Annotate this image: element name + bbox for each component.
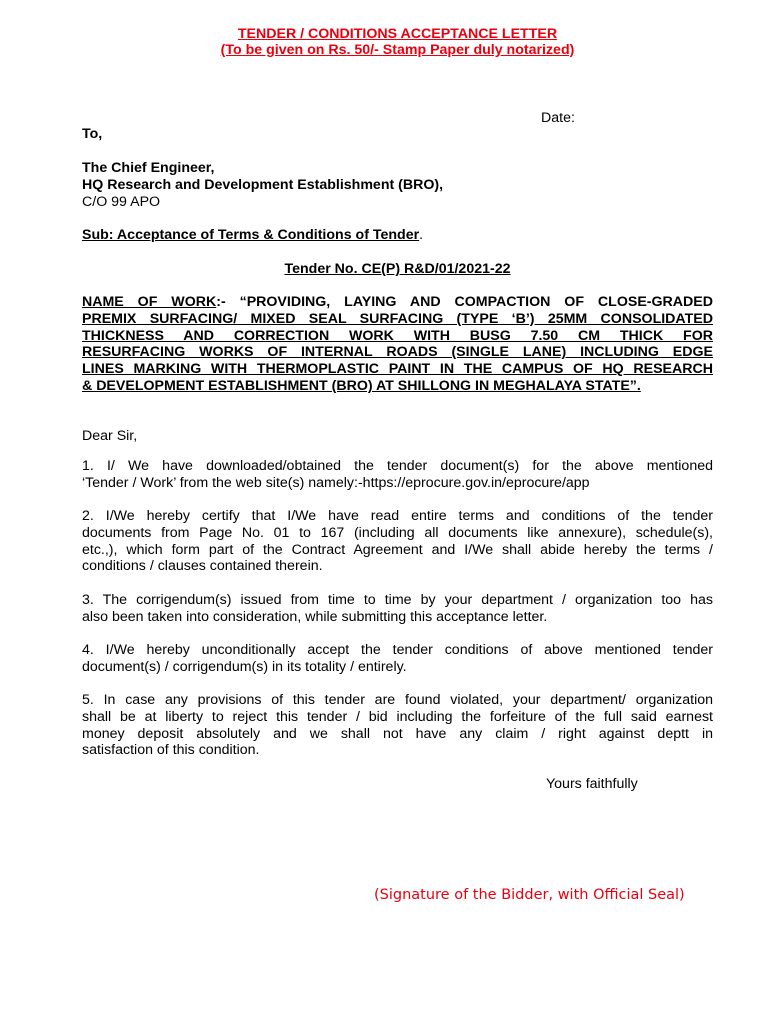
to-label: To, xyxy=(82,126,103,142)
paragraph-line: 4. I/We hereby unconditionally accept the tender conditions of above mentioned tender xyxy=(82,642,713,658)
paragraph-line: 2. I/We hereby certify that I/We have read entire terms and conditions of the tender xyxy=(82,508,713,524)
work-line: THICKNESS AND CORRECTION WORK WITH BUSG 7.50 CM THICK FOR xyxy=(82,327,713,344)
addressee-line-3: C/O 99 APO xyxy=(82,193,161,210)
paragraph-line: conditions / clauses contained therein. xyxy=(82,558,323,575)
salutation: Dear Sir, xyxy=(82,428,138,444)
work-line: LINES MARKING WITH THERMOPLASTIC PAINT IN THE CAMPUS OF HQ RESEARCH xyxy=(82,361,713,378)
paragraph-line: document(s) / corrigendum(s) in its totality / entirely. xyxy=(82,658,407,675)
signature-note: (Signature of the Bidder, with Official Seal) xyxy=(374,887,685,903)
paragraph-5 xyxy=(82,692,713,759)
name-of-work xyxy=(82,294,713,395)
subject-text: Sub: Acceptance of Terms & Conditions of Tender xyxy=(82,227,420,243)
work-line: PREMIX SURFACING/ MIXED SEAL SURFACING (TYPE ‘B’) 25MM CONSOLIDATED xyxy=(82,310,713,327)
date-label: Date: xyxy=(541,110,575,126)
paragraph-line: 5. In case any provisions of this tender are found violated, your department/ organization xyxy=(82,692,713,708)
paragraph-3 xyxy=(82,592,713,626)
paragraph-line: documents from Page No. 01 to 167 (including all documents like annexure), schedule(s), xyxy=(82,524,713,541)
subject-period: . xyxy=(419,227,424,243)
tender-number: Tender No. CE(P) R&D/01/2021-22 xyxy=(284,261,511,277)
paragraph-line: ‘Tender / Work’ from the web site(s) namely:-https://eprocure.gov.in/eprocure/app xyxy=(82,474,590,491)
work-line: NAME OF WORK:- “PROVIDING, LAYING AND COMPACTION OF CLOSE-GRADED xyxy=(82,294,713,310)
addressee-block xyxy=(82,160,713,210)
letter-title: TENDER / CONDITIONS ACCEPTANCE LETTER xyxy=(237,26,558,42)
letter-subtitle: (To be given on Rs. 50/- Stamp Paper duly notarized) xyxy=(220,42,575,58)
work-line: & DEVELOPMENT ESTABLISHMENT (BRO) AT SHILLONG IN MEGHALAYA STATE”. xyxy=(82,377,641,394)
paragraph-line: also been taken into consideration, while submitting this acceptance letter. xyxy=(82,608,548,625)
paragraph-line: money deposit absolutely and we shall not have any claim / right against deptt in xyxy=(82,725,713,742)
paragraph-line: etc.,), which form part of the Contract Agreement and I/We shall abide hereby the terms / xyxy=(82,541,713,558)
addressee-line-2: HQ Research and Development Establishment (BRO), xyxy=(82,176,444,193)
paragraph-2 xyxy=(82,508,713,575)
paragraph-1 xyxy=(82,458,713,492)
paragraph-line: satisfaction of this condition. xyxy=(82,742,260,759)
closing: Yours faithfully xyxy=(546,776,638,792)
paragraph-line: 3. The corrigendum(s) issued from time to time by your department / organization too has xyxy=(82,592,713,608)
paragraph-line: 1. I/ We have downloaded/obtained the tender document(s) for the above mentioned xyxy=(82,458,713,474)
paragraph-4 xyxy=(82,642,713,676)
work-line: RESURFACING WORKS OF INTERNAL ROADS (SINGLE LANE) INCLUDING EDGE xyxy=(82,344,713,361)
addressee-line-1: The Chief Engineer, xyxy=(82,160,215,176)
subject-line xyxy=(82,227,713,244)
work-label: NAME OF WORK xyxy=(82,294,217,310)
paragraph-line: shall be at liberty to reject this tender / bid including the forfeiture of the full said earnest xyxy=(82,708,713,725)
